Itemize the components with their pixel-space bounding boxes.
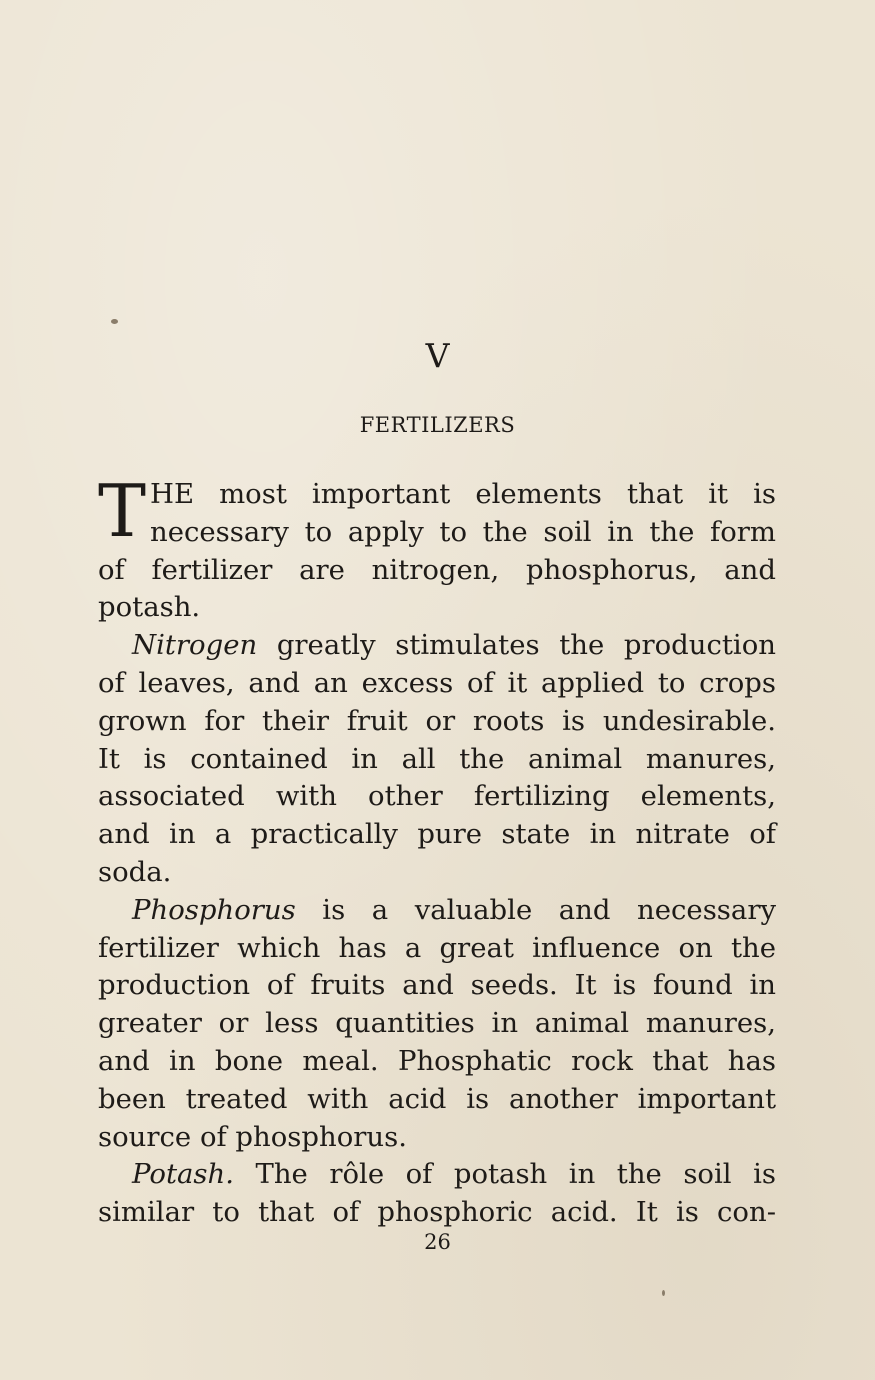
paper-speck <box>662 1290 665 1296</box>
text-line: necessary to apply to the soil in the form <box>150 515 776 548</box>
text-line: and in a practically pure state in nitrate of <box>98 818 776 851</box>
text-line: Potash. The rôle of potash in the soil is <box>132 1158 776 1191</box>
drop-cap: T <box>98 469 147 553</box>
chapter-title: FERTILIZERS <box>359 413 516 437</box>
text-line: of leaves, and an excess of it applied to crops <box>98 666 776 699</box>
chapter-number: V <box>425 336 450 375</box>
text-line: source of phosphorus. <box>98 1120 407 1153</box>
text-line: of fertilizer are nitrogen, phosphorus, and <box>98 553 776 586</box>
text-line: potash. <box>98 591 201 624</box>
body-text <box>98 469 776 1232</box>
text-line: HE most important elements that it is <box>150 478 776 510</box>
text-line: production of fruits and seeds. It is found in <box>98 969 776 1002</box>
text-line: Phosphorus is a valuable and necessary <box>132 893 776 926</box>
text-line: grown for their fruit or roots is undesirable. <box>98 704 776 737</box>
text-line: similar to that of phosphoric acid. It is con- <box>98 1196 776 1229</box>
text-line: It is contained in all the animal manures, <box>98 742 776 775</box>
text-line: greater or less quantities in animal manures, <box>98 1007 776 1040</box>
text-line: and in bone meal. Phosphatic rock that has <box>98 1044 776 1077</box>
term-potash: Potash. <box>132 1158 234 1191</box>
text-line: Nitrogen greatly stimulates the production <box>132 629 776 662</box>
term-nitrogen: Nitrogen <box>132 629 258 662</box>
page-number: 26 <box>424 1230 451 1254</box>
paper-speck <box>111 319 118 324</box>
text-line: soda. <box>98 855 172 888</box>
text-line: associated with other fertilizing elements, <box>98 780 776 813</box>
text-line: fertilizer which has a great influence on the <box>98 931 776 964</box>
text-line: been treated with acid is another important <box>98 1082 776 1115</box>
term-phosphorus: Phosphorus <box>132 893 296 926</box>
